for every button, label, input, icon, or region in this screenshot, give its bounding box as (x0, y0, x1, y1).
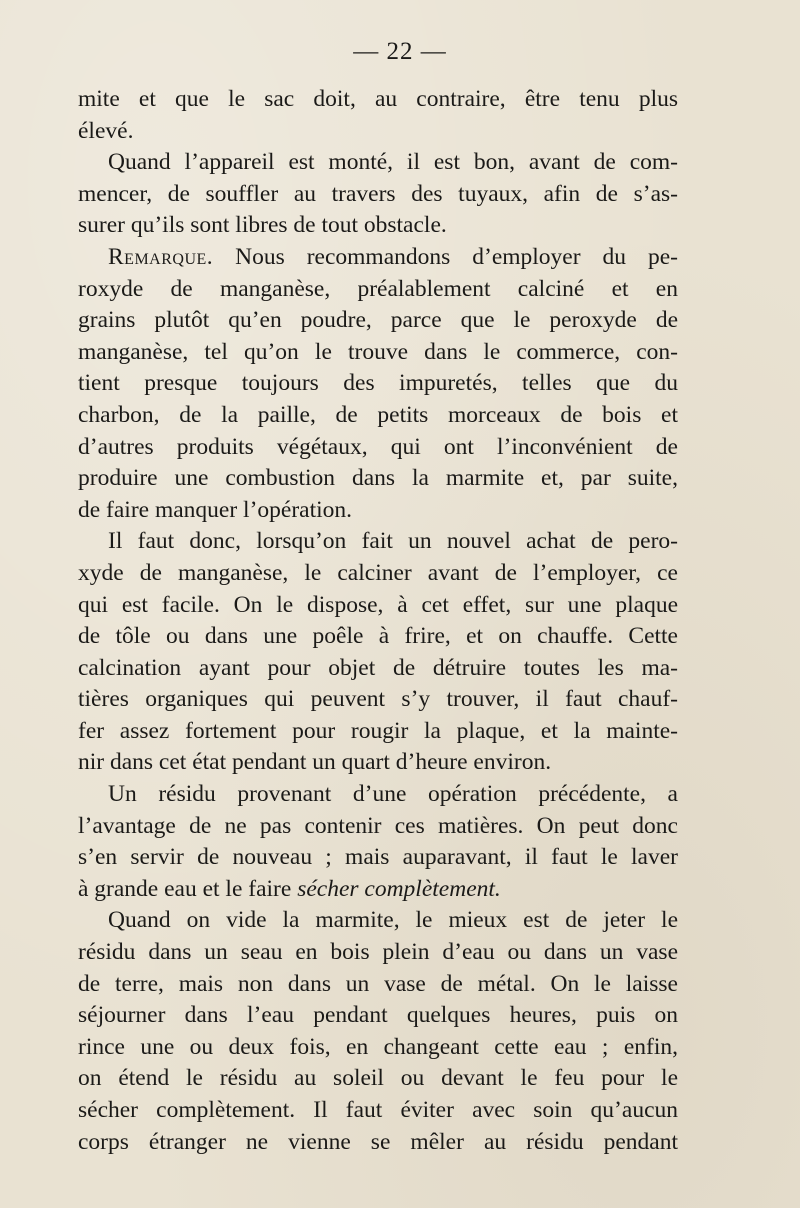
text-line (78, 937, 678, 969)
line-text: Il faut donc, lorsqu’on fait un nouvel achat de pero- (108, 528, 678, 555)
text-line (78, 842, 678, 874)
text-line (78, 400, 678, 432)
line-text: surer qu’ils sont libres de tout obstacle. (78, 212, 447, 239)
line-text: roxyde de manganèse, préalablement calciné et en (78, 275, 678, 302)
line-text: séjourner dans l’eau pendant quelques heures, puis on (78, 1002, 678, 1029)
line-text: mite et que le sac doit, au contraire, être tenu plus (78, 86, 678, 112)
line-text: manganèse, tel qu’on le trouve dans le commerce, con- (78, 338, 678, 365)
text-line (78, 905, 678, 937)
line-text: de faire manquer l’opération. (78, 496, 353, 523)
emphasis-text: sécher complètement. (297, 875, 501, 902)
text-line (78, 1032, 678, 1064)
text-line (78, 653, 678, 685)
line-text: sécher complètement. Il faut éviter avec soin qu’aucun (78, 1097, 678, 1123)
line-text: de tôle ou dans une poêle à frire, et on chauffe. Cette (78, 623, 678, 650)
text-line (78, 116, 678, 148)
text-line (78, 1127, 678, 1159)
line-text: fer assez fortement pour rougir la plaque, et la mainte- (78, 717, 678, 744)
text-line (78, 969, 678, 1001)
line-text: Nous recommandons d’employer du pe- (213, 243, 678, 270)
text-line (78, 432, 678, 464)
text-line (78, 590, 678, 622)
line-text: élevé. (78, 117, 134, 144)
text-line (78, 621, 678, 653)
text-line (78, 716, 678, 748)
line-text: grains plutôt qu’en poudre, parce que le peroxyde de (78, 307, 678, 334)
line-text: nir dans cet état pendant un quart d’heure environ. (78, 749, 552, 776)
text-line (78, 463, 678, 495)
line-text: qui est facile. On le dispose, à cet effet, sur une plaque (78, 591, 678, 618)
line-text: produire une combustion dans la marmite et, par suite, (78, 465, 678, 492)
line-text: l’avantage de ne pas contenir ces matières. On peut donc (78, 812, 678, 839)
line-text: tières organiques qui peuvent s’y trouver, il faut chauf- (78, 686, 678, 713)
line-text: à grande eau et le faire (78, 875, 298, 902)
line-text: Quand l’appareil est monté, il est bon, avant de com- (108, 149, 678, 176)
text-line (78, 811, 678, 843)
line-text: mencer, de souffler au travers des tuyaux, afin de s’as- (78, 180, 678, 207)
text-line (78, 526, 678, 558)
text-line (78, 147, 678, 179)
line-text: on étend le résidu au soleil ou devant le feu pour le (78, 1065, 678, 1092)
text-line (78, 274, 678, 306)
text-line (78, 179, 678, 211)
line-text: de terre, mais non dans un vase de métal. On le laisse (78, 970, 678, 997)
line-text: calcination ayant pour objet de détruire toutes les ma- (78, 654, 678, 681)
text-line (78, 368, 678, 400)
line-text: xyde de manganèse, le calciner avant de l’employer, ce (78, 559, 678, 586)
body-text (78, 84, 678, 1158)
line-text: Un résidu provenant d’une opération précédente, a (108, 781, 678, 808)
page-number: — 22 — (353, 38, 447, 65)
text-line (78, 1000, 678, 1032)
text-line (78, 747, 678, 779)
text-line (78, 84, 678, 116)
text-line (78, 495, 678, 527)
text-line (78, 558, 678, 590)
remark-heading: Remarque. (108, 243, 214, 270)
text-line (78, 1095, 678, 1127)
line-text: Quand on vide la marmite, le mieux est de jeter le (108, 907, 678, 934)
line-text: résidu dans un seau en bois plein d’eau ou dans un vase (78, 939, 678, 966)
line-text: rince une ou deux fois, en changeant cette eau ; enfin, (78, 1033, 678, 1060)
line-text: corps étranger ne vienne se mêler au résidu pendant (78, 1128, 678, 1155)
text-line (78, 305, 678, 337)
text-line (78, 337, 678, 369)
line-text: d’autres produits végétaux, qui ont l’inconvénient de (78, 433, 678, 460)
line-text: tient presque toujours des impuretés, telles que du (78, 370, 678, 397)
line-text: charbon, de la paille, de petits morceaux de bois et (78, 401, 678, 428)
line-text: s’en servir de nouveau ; mais auparavant, il faut le laver (78, 844, 678, 871)
text-line (78, 210, 678, 242)
text-line (78, 779, 678, 811)
text-line (78, 684, 678, 716)
text-line (78, 874, 678, 906)
text-line (78, 242, 678, 274)
text-line (78, 1063, 678, 1095)
